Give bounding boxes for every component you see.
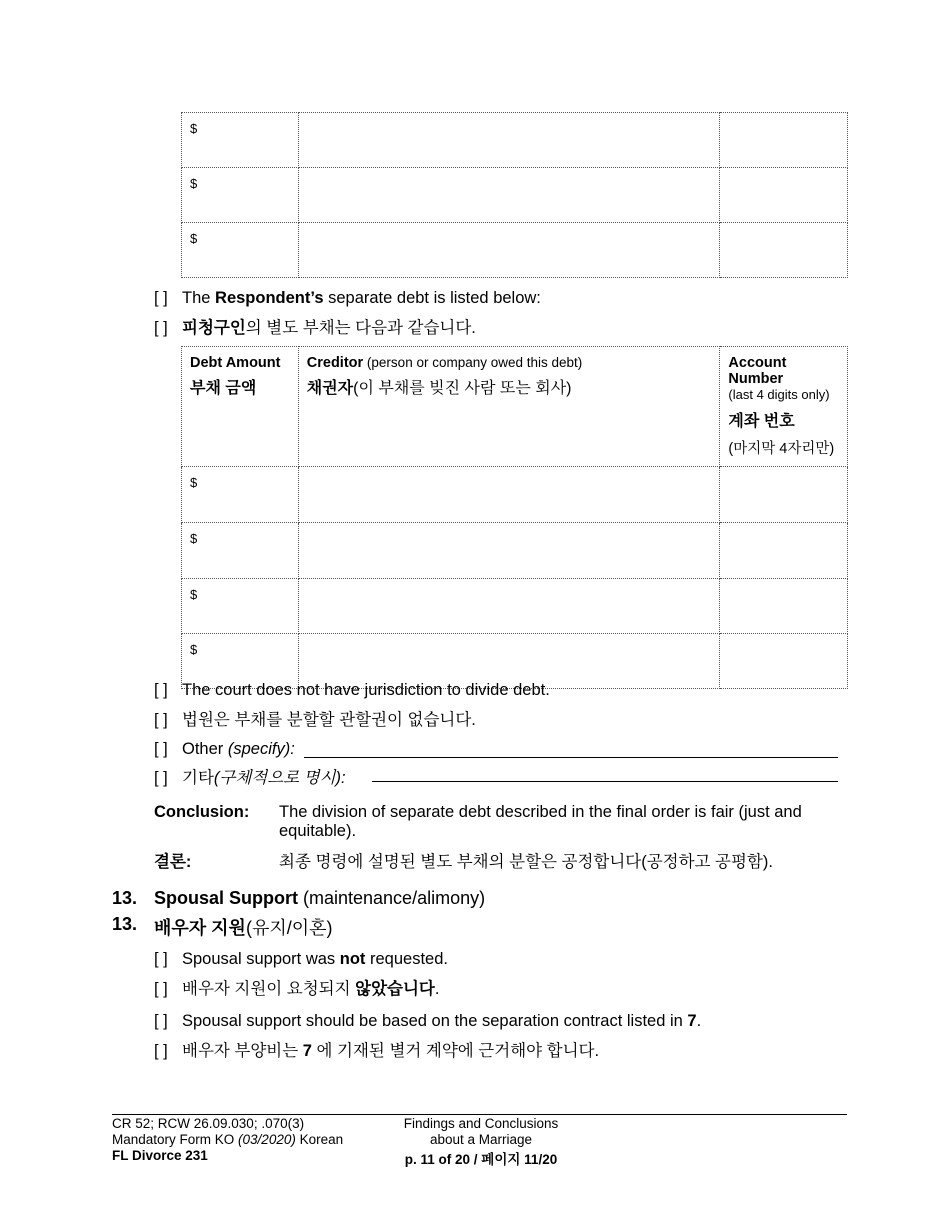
specify-label-ko: (구체적으로 명시):: [213, 769, 346, 787]
form-date: (03/2020): [238, 1132, 296, 1147]
text-bold: 않았습니다: [355, 980, 435, 998]
checkbox[interactable]: [ ]: [154, 980, 168, 998]
creditor-desc-ko: (이 부채를 빚진 사람 또는 회사): [353, 380, 572, 397]
top-debt-table: [181, 112, 848, 278]
debt-amount-cell[interactable]: [182, 168, 299, 223]
section-title-en: [154, 888, 485, 909]
dollar-sign: $: [190, 121, 198, 136]
dollar-sign: $: [190, 176, 198, 191]
creditor-cell[interactable]: [298, 113, 720, 168]
dollar-sign: $: [190, 231, 198, 246]
table-row: [182, 223, 848, 278]
account-number-label-ko: 계좌 번호: [728, 413, 795, 430]
debt-amount-label-ko: 부채 금액: [190, 380, 257, 397]
account-number-cell[interactable]: [720, 113, 848, 168]
table-row: [182, 168, 848, 223]
respondent-debt-table: [181, 346, 848, 689]
checkbox[interactable]: [ ]: [154, 681, 168, 699]
other-label-ko: 기타: [182, 769, 214, 787]
footer-form-line: [112, 1132, 343, 1148]
jurisdiction-option-en: [154, 681, 550, 700]
other-option-en: [154, 740, 295, 759]
creditor-cell[interactable]: [298, 523, 720, 579]
text-bold: not: [339, 950, 366, 968]
creditor-desc: (person or company owed this debt): [363, 355, 583, 370]
footer-rule: [112, 1114, 847, 1115]
respondent-label: Respondent’s: [215, 289, 324, 307]
footer-form-title: Findings and Conclusions: [403, 1116, 559, 1131]
footer-form-id: FL Divorce 231: [112, 1148, 208, 1163]
text: 의 별도 부채는 다음과 같습니다.: [245, 319, 476, 337]
section-title-rest: (maintenance/alimony): [298, 888, 486, 908]
conclusion-text: The division of separate debt described in the final order is fair (just and equitable).: [279, 803, 802, 840]
checkbox[interactable]: [ ]: [154, 711, 168, 729]
jurisdiction-option-ko: [154, 706, 476, 730]
respondent-label-ko: 피청구인: [182, 319, 246, 337]
text: separate debt is listed below:: [323, 289, 541, 307]
dollar-sign: $: [190, 587, 198, 602]
account-number-label: Account Number: [728, 355, 787, 387]
section-title-bold-ko: 배우자 지원: [154, 918, 246, 938]
table-row: [182, 467, 848, 523]
dollar-sign: $: [190, 531, 198, 546]
creditor-cell[interactable]: [298, 168, 720, 223]
specify-label: (specify):: [227, 740, 295, 758]
account-number-cell[interactable]: [720, 223, 848, 278]
text-bold: 7: [302, 1042, 312, 1060]
page-number: p. 11 of 20 / 페이지 11/20: [404, 1152, 558, 1167]
dollar-sign: $: [190, 475, 198, 490]
jurisdiction-text-ko: 법원은 부채를 분할할 관할권이 없습니다.: [182, 711, 476, 729]
footer-form-title-2: about a Marriage: [429, 1132, 533, 1147]
table-header-row: [182, 347, 848, 467]
respondent-debt-option-en: [154, 289, 541, 308]
account-number-sub: (last 4 digits only): [728, 387, 830, 402]
creditor-cell[interactable]: [298, 223, 720, 278]
account-number-cell[interactable]: [720, 523, 848, 579]
footer-left: [112, 1116, 343, 1164]
table-row: [182, 523, 848, 579]
section-title-bold: Spousal Support: [154, 888, 298, 908]
contract-option-ko: [154, 1037, 599, 1061]
section-number: 13.: [112, 888, 138, 908]
conclusion-label-ko: 결론:: [154, 853, 192, 871]
account-number-cell[interactable]: [720, 168, 848, 223]
creditor-header: [298, 347, 720, 467]
checkbox[interactable]: [ ]: [154, 769, 168, 787]
creditor-cell[interactable]: [298, 579, 720, 634]
text-bold: 7: [687, 1012, 697, 1030]
checkbox[interactable]: [ ]: [154, 950, 168, 968]
conclusion-label: Conclusion:: [154, 803, 250, 821]
section-title-rest-ko: (유지/이혼): [245, 918, 333, 938]
dollar-sign: $: [190, 642, 198, 657]
checkbox[interactable]: [ ]: [154, 740, 168, 758]
account-number-cell[interactable]: [720, 634, 848, 689]
text: 배우자 부양비는: [182, 1042, 303, 1060]
debt-amount-cell[interactable]: [182, 113, 299, 168]
account-number-cell[interactable]: [720, 579, 848, 634]
debt-amount-cell[interactable]: [182, 467, 299, 523]
checkbox[interactable]: [ ]: [154, 1012, 168, 1030]
text: .: [434, 980, 440, 998]
account-number-header: [720, 347, 848, 467]
checkbox[interactable]: [ ]: [154, 319, 168, 337]
debt-amount-cell[interactable]: [182, 579, 299, 634]
text: Mandatory Form KO: [112, 1132, 239, 1147]
jurisdiction-text: The court does not have jurisdiction to divide debt.: [182, 681, 550, 699]
section-number-ko: 13.: [112, 914, 138, 934]
table-row: [182, 113, 848, 168]
contract-option-en: [154, 1012, 701, 1031]
text: Spousal support should be based on the separation contract listed in: [182, 1012, 688, 1030]
text: The: [182, 289, 216, 307]
other-input-line[interactable]: [304, 757, 838, 758]
not-requested-option-en: [154, 950, 448, 969]
checkbox[interactable]: [ ]: [154, 289, 168, 307]
table-row: [182, 579, 848, 634]
footer-citation: CR 52; RCW 26.09.030; .070(3): [112, 1116, 305, 1131]
debt-amount-header: [182, 347, 299, 467]
text: .: [696, 1012, 702, 1030]
text: Spousal support was: [182, 950, 340, 968]
debt-amount-cell[interactable]: [182, 523, 299, 579]
conclusion-text-ko: 최종 명령에 설명된 별도 부채의 분할은 공정합니다(공정하고 공평함).: [279, 853, 773, 871]
debt-amount-cell[interactable]: [182, 223, 299, 278]
not-requested-option-ko: [154, 975, 439, 999]
other-option-ko: [154, 764, 346, 788]
creditor-cell[interactable]: [298, 467, 720, 523]
debt-amount-label: Debt Amount: [190, 355, 281, 371]
footer-center: [381, 1116, 581, 1168]
section-title-ko: [154, 914, 333, 940]
text: 에 기재된 별거 계약에 근거해야 합니다.: [311, 1042, 600, 1060]
checkbox[interactable]: [ ]: [154, 1042, 168, 1060]
text: 배우자 지원이 요청되지: [182, 980, 356, 998]
account-number-sub-ko: (마지막 4자리만): [728, 441, 835, 457]
creditor-label-ko: 채권자: [306, 380, 354, 397]
text: Korean: [295, 1132, 344, 1147]
account-number-cell[interactable]: [720, 467, 848, 523]
text: requested.: [365, 950, 448, 968]
other-label: Other: [182, 740, 228, 758]
other-input-line-ko[interactable]: [372, 781, 838, 782]
respondent-debt-option-ko: [154, 314, 476, 338]
creditor-label: Creditor: [306, 355, 364, 371]
